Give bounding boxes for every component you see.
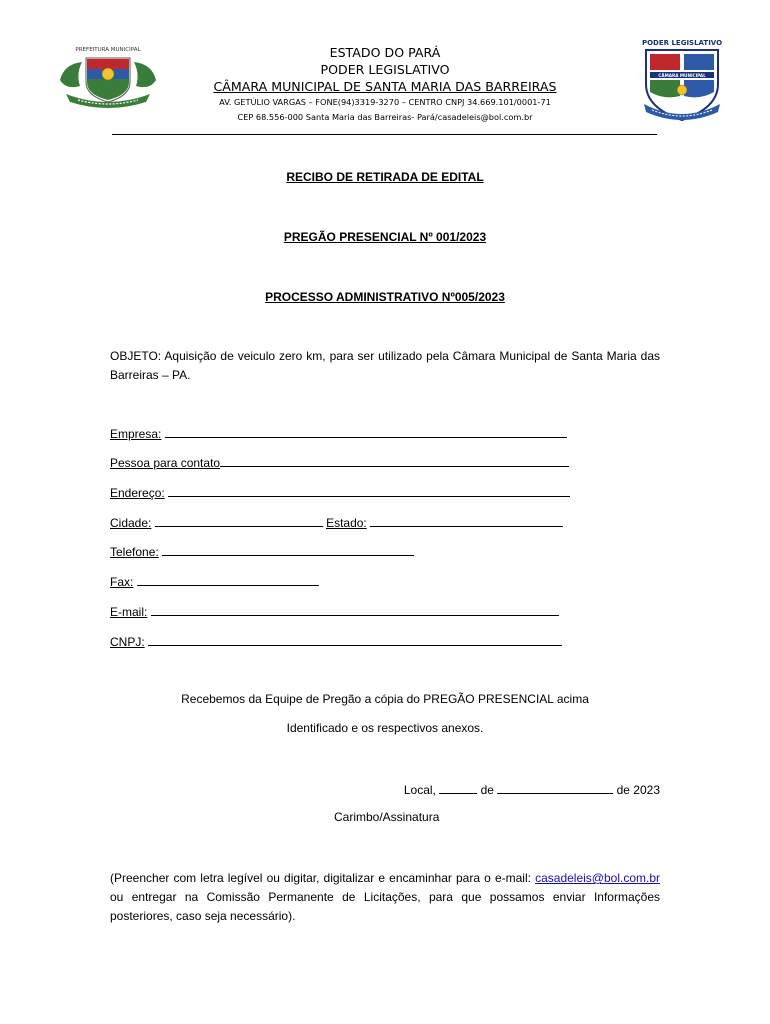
- prefeitura-coat-of-arms-icon: [56, 44, 160, 110]
- left-logo-text: PREFEITURA MUNICIPAL: [75, 47, 141, 53]
- instructions-note: [110, 869, 660, 926]
- object-paragraph: OBJETO: Aquisição de veiculo zero km, para ser utilizado pela Câmara Municipal de Santa Maria das Barreiras – PA.: [110, 349, 660, 382]
- note-text-before: (Preencher com letra legível ou digitar, digitalizar e encaminhar para o e-mail:: [110, 871, 536, 885]
- address-field[interactable]: [110, 484, 570, 500]
- contact-person-blank-line[interactable]: [220, 454, 569, 467]
- right-logo-title: PODER LEGISLATIVO: [641, 39, 723, 47]
- day-blank-line[interactable]: [439, 781, 477, 794]
- state-name: ESTADO DO PARÁ: [329, 45, 441, 60]
- place-label: Local,: [403, 783, 436, 797]
- phone-blank-line[interactable]: [162, 543, 414, 556]
- legislative-power: PODER LEGISLATIVO: [320, 62, 450, 77]
- city-blank-line[interactable]: [155, 514, 323, 527]
- fax-label: Fax:: [110, 575, 134, 589]
- chamber-name: CÂMARA MUNICIPAL DE SANTA MARIA DAS BARREIRAS: [213, 79, 557, 94]
- auction-number: PREGÃO PRESENCIAL Nº 001/2023: [283, 230, 487, 244]
- fax-blank-line[interactable]: [137, 573, 319, 586]
- address-line-2: CEP 68.556-000 Santa Maria das Barreiras- Pará/casadeleis@bol.com.br: [237, 112, 533, 122]
- company-label: Empresa:: [110, 427, 162, 441]
- letterhead-text: [175, 44, 595, 125]
- state-label: Estado:: [326, 516, 367, 530]
- email-blank-line[interactable]: [151, 603, 559, 616]
- letterhead: [0, 0, 770, 140]
- phone-label: Telefone:: [110, 545, 159, 559]
- contact-person-label: Pessoa para contato: [110, 456, 221, 470]
- phone-field[interactable]: [110, 543, 414, 559]
- place-date-line[interactable]: [404, 781, 660, 797]
- stamp-signature-label: Carimbo/Assinatura: [334, 810, 440, 824]
- right-logo-subtitle: CÂMARA MUNICIPAL: [658, 73, 706, 78]
- email-label: E-mail:: [110, 605, 148, 619]
- cnpj-blank-line[interactable]: [148, 633, 562, 646]
- cnpj-label: CNPJ:: [110, 635, 145, 649]
- city-label: Cidade:: [110, 516, 152, 530]
- note-text-after: ou entregar na Comissão Permanente de Licitações, para que possamos enviar Informações posteriores, caso seja necessário).: [110, 890, 660, 923]
- date-connector-1: de: [480, 783, 494, 797]
- company-blank-line[interactable]: [165, 425, 567, 438]
- city-state-field[interactable]: [110, 514, 563, 530]
- acknowledgement-line-2: Identificado e os respectivos anexos.: [286, 721, 484, 735]
- month-blank-line[interactable]: [497, 781, 613, 794]
- camara-municipal-emblem-icon: [634, 38, 730, 124]
- receipt-title: RECIBO DE RETIRADA DE EDITAL: [286, 170, 484, 184]
- process-number: PROCESSO ADMINISTRATIVO Nº005/2023: [265, 290, 505, 304]
- cnpj-field[interactable]: [110, 633, 562, 649]
- email-field[interactable]: [110, 603, 559, 619]
- address-label: Endereço:: [110, 486, 165, 500]
- address-line-1: AV. GETÚLIO VARGAS – FONE(94)3319-3270 – CENTRO CNPJ 34.669.101/0001-71: [219, 97, 551, 107]
- acknowledgement-line-1: Recebemos da Equipe de Pregão a cópia do PREGÃO PRESENCIAL acima: [181, 692, 589, 706]
- fax-field[interactable]: [110, 573, 319, 589]
- contact-email-link[interactable]: casadeleis@bol.com.br: [535, 871, 660, 885]
- address-blank-line[interactable]: [168, 484, 570, 497]
- contact-person-field[interactable]: [110, 454, 569, 470]
- date-year: de 2023: [616, 783, 660, 797]
- header-divider: [112, 134, 657, 135]
- company-field[interactable]: [110, 425, 567, 441]
- state-blank-line[interactable]: [370, 514, 563, 527]
